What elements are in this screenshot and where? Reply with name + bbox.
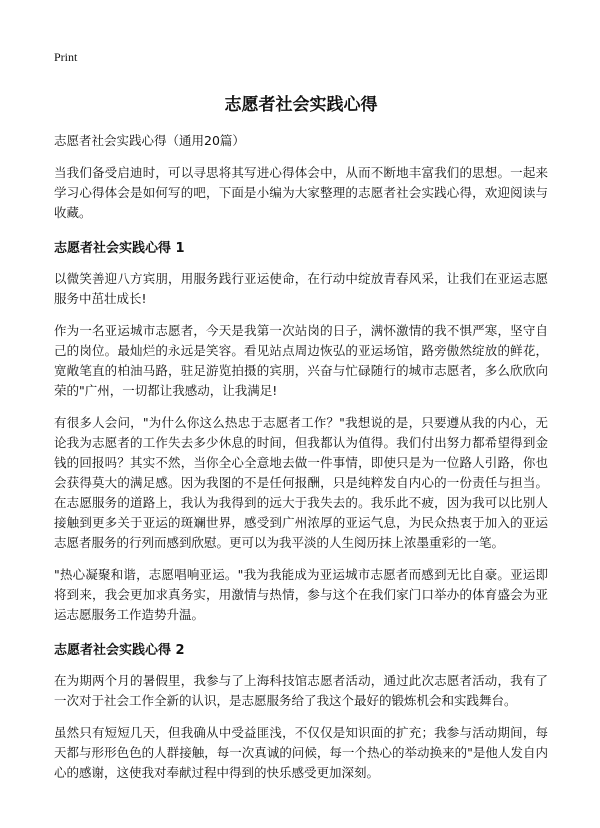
section-1-paragraph: 作为一名亚运城市志愿者，今天是我第一次站岗的日子，满怀激情的我不惧严寒，坚守自己的岗位。最灿烂的永远是笑容。看见站点周边恢弘的亚运场馆，路旁傲然绽放的鲜花，宽敞笔直的柏油马路，驻足游览拍摄的宾朋，兴奋与忙碌随行的城市志愿者，多么欣欣向荣的"广州，一切都让我感动，让我满足! (54, 323, 548, 398)
page-title: 志愿者社会实践心得 (224, 95, 378, 115)
section-2-paragraph: 虽然只有短短几天，但我确从中受益匪浅，不仅仅是知识面的扩充；我参与活动期间，每天都与形形色色的人群接触，每一次真诚的问候，每一个热心的举动换来的"是他人发自内心的感谢，这使我对奉献过程中得到的快乐感受更加深刻。 (54, 725, 548, 780)
document-subtitle: 志愿者社会实践心得（通用20篇） (54, 133, 245, 148)
section-1-paragraph: 以微笑善迎八方宾朋，用服务践行亚运使命，在行动中绽放青春风采，让我们在亚运志愿服务中茁壮成长! (54, 271, 548, 306)
section-heading-1: 志愿者社会实践心得 1 (54, 241, 185, 256)
section-1-paragraph: "热心凝聚和谐，志愿唱响亚运。"我为我能成为亚运城市志愿者而感到无比自豪。亚运即将到来，我会更加求真务实，用激情与热情，参与这个在我们家门口举办的体育盛会为亚运志愿服务工作造势升温。 (54, 567, 548, 622)
section-heading-2: 志愿者社会实践心得 2 (54, 643, 185, 658)
section-1-paragraph: 有很多人会问，"为什么你这么热忠于志愿者工作？"我想说的是，只要遵从我的内心，无论我为志愿者的工作失去多少休息的时间，但我都认为值得。我们付出努力都希望得到金钱的回报吗？其实不然，当你全心全意地去做一件事情，即使只是为一位路人引路，你也会获得莫大的满足感。因为我图的不是任何报酬，只是纯粹发自内心的一份责任与担当。在志愿服务的道路上，我认为我得到的远大于我失去的。我乐此不疲，因为我可以比别人接触到更多关于亚运的斑斓世界，感受到广州浓厚的亚运气息，为民众热衷于加入的亚运志愿者服务的行列而感到欣慰。更可以为我平淡的人生阅历抹上浓墨重彩的一笔。 (54, 415, 548, 550)
print-link[interactable]: Print (54, 50, 78, 64)
section-2-paragraph: 在为期两个月的暑假里，我参与了上海科技馆志愿者活动，通过此次志愿者活动，我有了一次对于社会工作全新的认识，是志愿服务给了我这个最好的锻炼机会和实践舞台。 (54, 673, 548, 708)
intro-paragraph: 当我们备受启迪时，可以寻思将其写进心得体会中，从而不断地丰富我们的思想。一起来学习心得体会是如何写的吧，下面是小编为大家整理的志愿者社会实践心得，欢迎阅读与收藏。 (54, 165, 548, 220)
